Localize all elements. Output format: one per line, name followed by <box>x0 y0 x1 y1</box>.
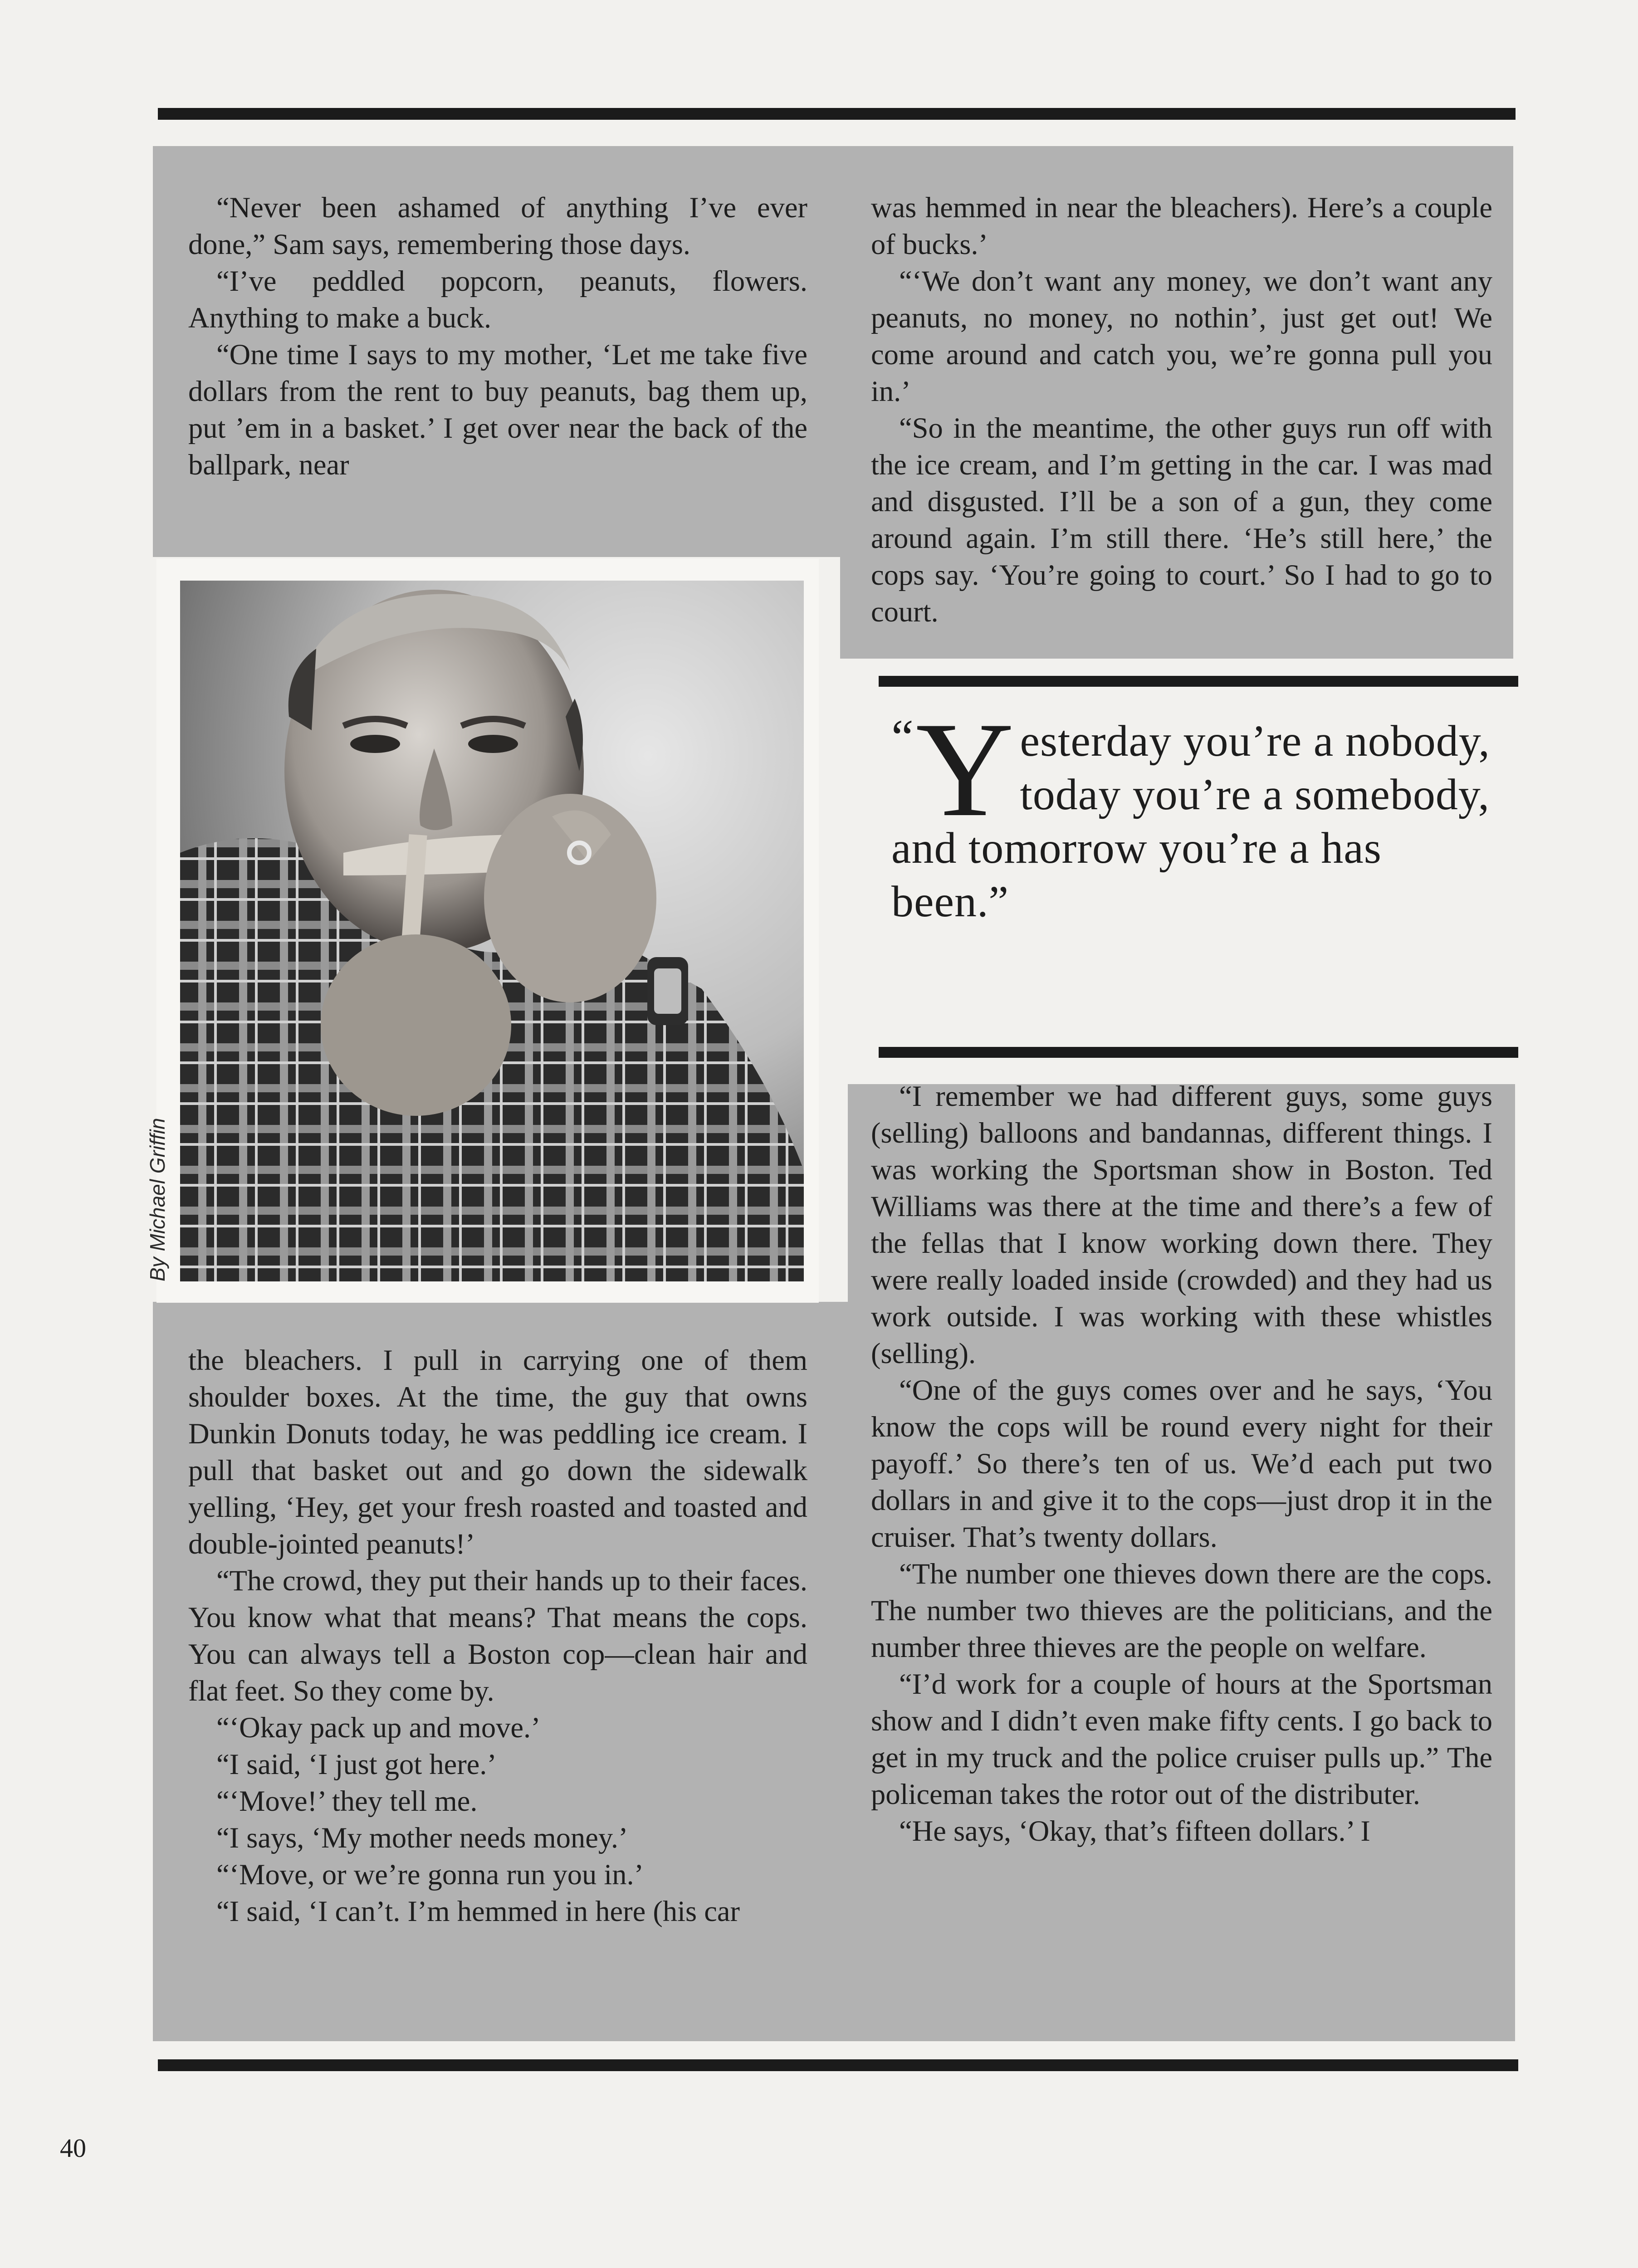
column-right-bottom <box>871 1078 1492 1849</box>
bottom-rule <box>158 2059 1518 2071</box>
paragraph: “I remember we had different guys, some guys (selling) balloons and bandannas, different things. I was working the Sportsman show in Boston. Ted Williams was there at the time and there’s a few of the fellas that I know working down there. They were really loaded inside (crowded) and they had us work outside. I was working with these whistles (selling). <box>871 1080 1492 1369</box>
paragraph: “I’d work for a couple of hours at the Sportsman show and I didn’t even make fifty cents. I go back to get in my truck and the police cruiser pulls up.” The policeman takes the rotor out of the distributer. <box>871 1668 1492 1810</box>
top-rule <box>158 108 1516 120</box>
pull-quote-open-mark: “ <box>891 709 914 765</box>
pull-quote <box>891 694 1508 929</box>
paragraph: “One time I says to my mother, ‘Let me take five dollars from the rent to buy peanuts, bag them up, put ’em in a basket.’ I get over near the back of the ballpark, near <box>188 338 807 481</box>
paragraph: “The crowd, they put their hands up to their faces. You know what that means? That means the cops. You can always tell a Boston cop—clean hair and flat feet. So they come by. <box>188 1564 807 1707</box>
page-number: 40 <box>60 2133 86 2163</box>
pull-quote-drop-cap: Y <box>915 694 1015 845</box>
photo-credit: By Michael Griffin <box>146 1118 169 1281</box>
photo-man-with-tool <box>180 581 804 1281</box>
paragraph: “‘Move, or we’re gonna run you in.’ <box>216 1858 644 1891</box>
paragraph: “‘Okay pack up and move.’ <box>216 1711 541 1744</box>
paragraph: “The number one thieves down there are the cops. The number two thieves are the politicians, and the number three thieves are the people on welfare. <box>871 1558 1492 1663</box>
paragraph: “He says, ‘Okay, that’s fifteen dollars.’ I <box>899 1815 1370 1847</box>
paragraph: “Never been ashamed of anything I’ve ever done,” Sam says, remembering those days. <box>188 191 807 260</box>
paragraph: “‘Move!’ they tell me. <box>216 1785 478 1817</box>
paragraph: “I said, ‘I just got here.’ <box>216 1748 497 1780</box>
column-right-top <box>871 189 1492 630</box>
pull-quote-top-rule <box>879 676 1518 687</box>
paragraph: the bleachers. I pull in carrying one of them shoulder boxes. At the time, the guy that owns Dunkin Donuts today, he was peddling ice cream. I pull that basket out and go down the sidewalk yelling, ‘Hey, get your fresh roasted and toasted and double-jointed peanuts!’ <box>188 1344 807 1560</box>
paragraph: “I said, ‘I can’t. I’m hemmed in here (his car <box>216 1895 740 1927</box>
column-left-top <box>188 189 807 483</box>
paragraph: “One of the guys comes over and he says, ‘You know the cops will be round every night for their payoff.’ So there’s ten of us. We’d each put two dollars in and give it to the cops—just drop it in the cruiser. That’s twenty dollars. <box>871 1374 1492 1553</box>
paragraph: was hemmed in near the bleachers). Here’s a couple of bucks.’ <box>871 191 1492 260</box>
column-left-bottom <box>188 1342 807 1930</box>
portrait-illustration <box>180 581 804 1281</box>
paragraph: “I’ve peddled popcorn, peanuts, flowers. Anything to make a buck. <box>188 265 807 334</box>
pull-quote-bottom-rule <box>879 1047 1518 1058</box>
paragraph: “I says, ‘My mother needs money.’ <box>216 1822 628 1854</box>
paragraph: “So in the meantime, the other guys run off with the ice cream, and I’m getting in the car. I was mad and disgusted. I’ll be a son of a gun, they come around again. I’m still there. ‘He’s still here,’ the cops say. ‘You’re going to court.’ So I had to go to court. <box>871 412 1492 628</box>
paragraph: “‘We don’t want any money, we don’t want any peanuts, no money, no nothin’, just get out! We come around and catch you, we’re gonna pull you in.’ <box>871 265 1492 407</box>
pull-quote-text: esterday you’re a nobody, today you’re a somebody, and tomorrow you’re a has been.” <box>891 717 1490 926</box>
